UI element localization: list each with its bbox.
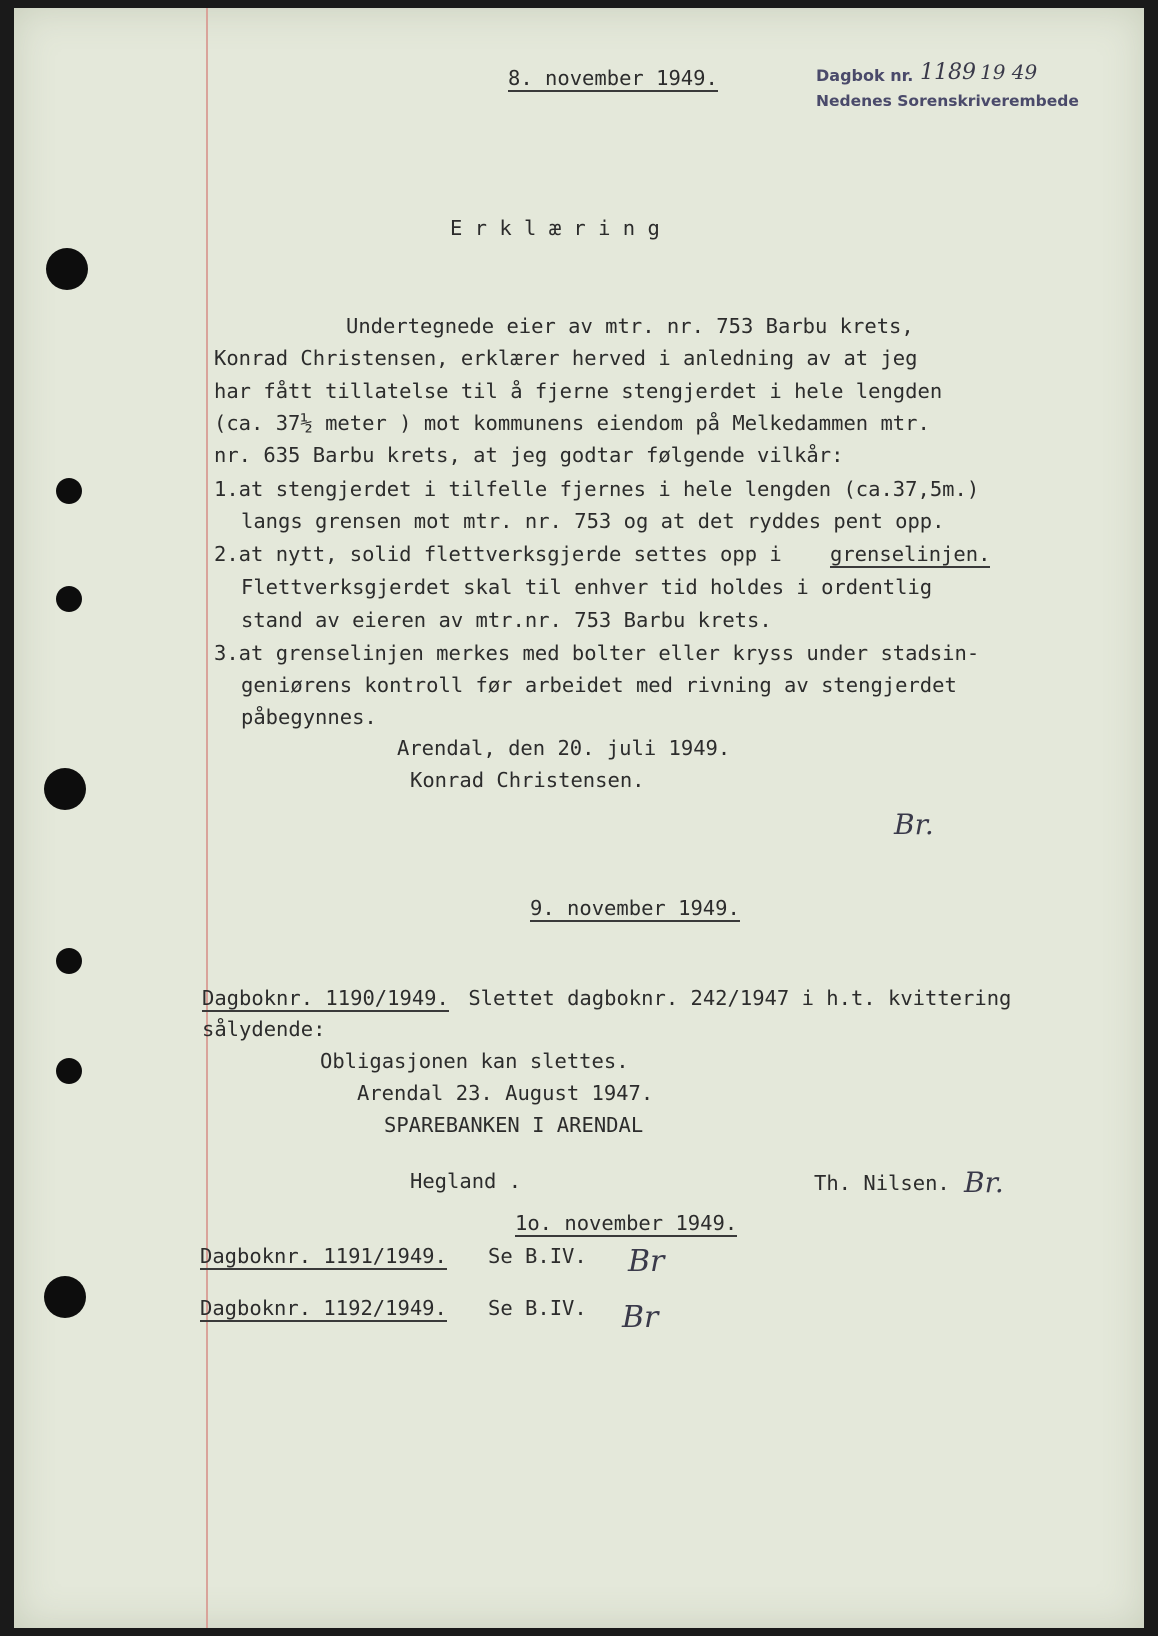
punch-hole [46, 248, 88, 290]
declaration-line: Flettverksgjerdet skal til enhver tid holdes i ordentlig [241, 575, 933, 599]
entry-date: 9. november 1949. [530, 896, 740, 920]
signer-left: Hegland . [410, 1169, 522, 1193]
declaration-line: 3.at grenselinjen merkes med bolter eller kryss under stadsin- [214, 641, 980, 665]
punch-hole [56, 1058, 82, 1084]
declaration-line: Konrad Christensen, erklærer herved i anledning av at jeg [214, 346, 918, 370]
journal-ref: Dagboknr. 1191/1949. [200, 1244, 447, 1268]
initials-signature: Br. [894, 808, 934, 841]
stamp-number: 1189 [920, 60, 976, 85]
stamp-office: Nedenes Sorenskriverembede [816, 92, 1079, 110]
declaration-line: Undertegnede eier av mtr. nr. 753 Barbu krets, [346, 314, 914, 338]
initials-signature: Br [628, 1244, 665, 1279]
declaration-title: E r k l æ r i n g [450, 216, 660, 240]
declaration-line: har fått tillatelse til å fjerne stengjerdet i hele lengden [214, 379, 943, 403]
stamp-label: Dagbok nr. [816, 66, 914, 85]
declaration-signature: Konrad Christensen. [410, 768, 645, 792]
declaration-line: langs grensen mot mtr. nr. 753 og at det ryddes pent opp. [241, 509, 945, 533]
journal-ref: Dagboknr. 1192/1949. [200, 1296, 447, 1320]
quote-line: Obligasjonen kan slettes. [320, 1049, 629, 1073]
declaration-place-date: Arendal, den 20. juli 1949. [397, 736, 731, 760]
punch-hole [56, 586, 82, 612]
initials-signature: Br. [964, 1166, 1004, 1199]
entry-text: Se B.IV. [488, 1244, 587, 1268]
declaration-line: nr. 635 Barbu krets, at jeg godtar følgende vilkår: [214, 443, 844, 467]
stamp-year: 19 49 [980, 60, 1038, 84]
punch-hole [44, 768, 86, 810]
declaration-line: (ca. 37½ meter ) mot kommunens eiendom på Melkedammen mtr. [214, 411, 930, 435]
entry-text: sålydende: [202, 1017, 326, 1041]
entry-text: Slettet dagboknr. 242/1947 i h.t. kvittering [456, 986, 1012, 1010]
declaration-line: påbegynnes. [241, 705, 377, 729]
punch-hole [56, 948, 82, 974]
declaration-line: 2.at nytt, solid flettverksgjerde settes opp i [214, 542, 795, 566]
document-page [14, 8, 1144, 1628]
initials-signature: Br [622, 1300, 659, 1335]
underlined-word: grenselinjen. [830, 542, 991, 566]
declaration-line: geniørens kontroll før arbeidet med rivning av stengjerdet [241, 673, 957, 697]
red-margin-line [206, 8, 208, 1628]
signer-right: Th. Nilsen. [814, 1171, 950, 1195]
quote-line: Arendal 23. August 1947. [357, 1081, 654, 1105]
journal-ref: Dagboknr. 1190/1949. [202, 986, 449, 1010]
entry-text: Se B.IV. [488, 1296, 587, 1320]
declaration-line: stand av eieren av mtr.nr. 753 Barbu krets. [241, 608, 772, 632]
entry-date: 1o. november 1949. [515, 1211, 738, 1235]
punch-hole [44, 1276, 86, 1318]
quote-line: SPAREBANKEN I ARENDAL [384, 1113, 644, 1137]
header-date: 8. november 1949. [508, 66, 718, 90]
declaration-line: 1.at stengjerdet i tilfelle fjernes i hele lengden (ca.37,5m.) [214, 477, 980, 501]
punch-hole [56, 478, 82, 504]
